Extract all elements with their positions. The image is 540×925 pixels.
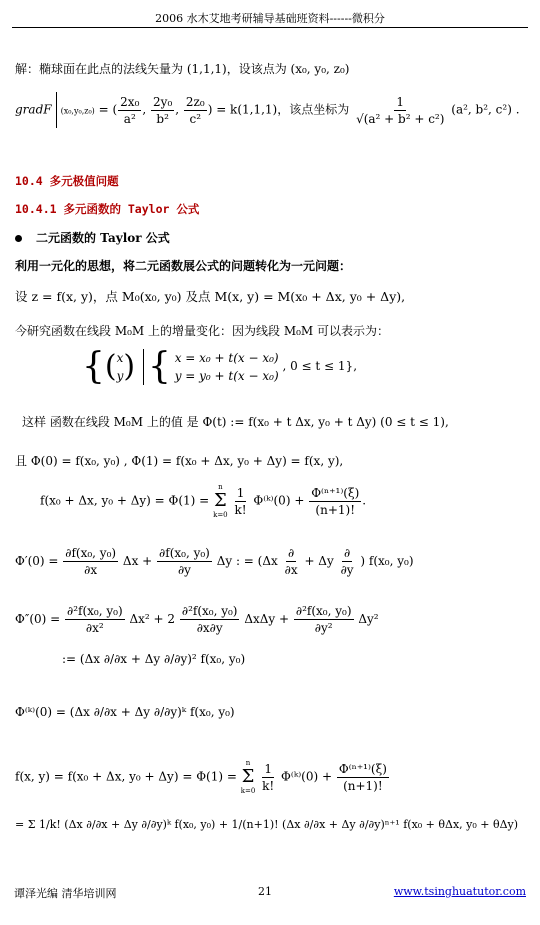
solution-line: 解：椭球面在此点的法线矢量为 (1,1,1)，设该点为 (x₀, y₀, z₀) [15, 62, 350, 76]
segment-line: 今研究函数在线段 M₀M 上的增量变化：因为线段 M₀M 可以表示为： [15, 324, 390, 338]
phi-definition: 这样 函数在线段 M₀M 上的值 是 Φ(t) := f(x₀ + t Δx, y₀ + t Δy) (0 ≤ t ≤ 1), [22, 415, 449, 429]
second-derivative: Φ″(0) = $\frac{\text{∂²f(x₀, y₀)}}{\text{∂x²}}$ Δx² + 2 $\frac{\text{∂²f(x₀, y₀)}}{\partial x\partial y}$ ΔxΔy + $\frac{\text{∂²f(x₀, y₀)}}{\text{∂y²}}$ Δy² [15, 604, 379, 635]
segment-set: {( x y ) { x = x₀ + t(x − x₀) y = y₀ + t(x − x₀) , 0 ≤ t ≤ 1}, [82, 346, 358, 387]
frac-2z0-c2: $\frac{\text{2z₀}}{\text{c²}}$ [185, 94, 205, 126]
bullet-icon [15, 235, 22, 242]
header-rule [12, 27, 528, 28]
param-condition: , 0 ≤ t ≤ 1}, [282, 359, 358, 373]
setup-line: 设 z = f(x, y)，点 M₀(x₀, y₀) 及点 M(x, y) = M(x₀ + Δx, y₀ + Δy), [15, 289, 406, 304]
footer-link[interactable]: www.tsinghuatutor.com [393, 885, 526, 898]
section-heading-10-4: 10.4 多元极值问题 [15, 174, 119, 188]
kth-derivative: Φ⁽ᵏ⁾(0) = (Δx ∂/∂x + Δy ∂/∂y)ᵏ f(x₀, y₀) [15, 705, 235, 719]
gradient-mid-text: = k(1,1,1)，该点坐标为 [216, 102, 350, 117]
page-number: 21 [258, 885, 272, 898]
footer-author: 谭泽光编 清华培训网 [14, 887, 117, 900]
frac-2x0-a2: $\frac{\text{2x₀}}{\text{a²}}$ [120, 94, 140, 126]
frac-2y0-b2: $\frac{\text{2y₀}}{\text{b²}}$ [153, 94, 173, 126]
bullet-text: 二元函数的 Taylor 公式 [36, 231, 170, 245]
bullet-item [15, 229, 170, 246]
param-x: x = x₀ + t(x − x₀) [174, 350, 279, 365]
section-heading-10-4-1: 10.4.1 多元函数的 Taylor 公式 [15, 202, 200, 216]
param-y: y = y₀ + t(x − x₀) [174, 368, 279, 383]
eval-point: (x₀,y₀,z₀) [60, 106, 95, 116]
taylor-final-formula: = Σ 1/k! (Δx ∂/∂x + Δy ∂/∂y)ᵏ f(x₀, y₀) + 1/(n+1)! (Δx ∂/∂x + Δy ∂/∂y)ⁿ⁺¹ f(x₀ + θΔx, y₀ + θΔy) [15, 818, 519, 831]
phi-values: 且 Φ(0) = f(x₀, y₀) , Φ(1) = f(x₀ + Δx, y₀ + Δy) = f(x, y), [15, 454, 344, 468]
second-derivative-operator: := (Δx ∂/∂x + Δy ∂/∂y)² f(x₀, y₀) [62, 652, 246, 666]
normalization-fraction: $\frac{1}{\text{√(a² + b² + c²)}}$ [356, 94, 445, 126]
taylor-phi-expansion: f(x₀ + Δx, y₀ + Δy) = Φ(1) = n Σ k=0 $\frac{1}{k!}$ Φ⁽ᵏ⁾(0) + $\frac{\text{Φ⁽ⁿ⁺¹⁾(ξ)}}{(n+1)!}$ . [40, 483, 367, 519]
gradf-label: gradF [15, 102, 52, 117]
intro-paragraph: 利用一元化的思想，将二元函数展公式的问题转化为一元问题： [15, 259, 352, 273]
page-header: 2006 水木艾地考研辅导基础班资料------微积分 [155, 12, 385, 25]
first-derivative: Φ′(0) = $\frac{\text{∂f(x₀, y₀)}}{\partial x}$ Δx + $\frac{\text{∂f(x₀, y₀)}}{\partial y}$ Δy : = (Δx $\frac{\partial}{\partial x}$ + Δy $\frac{\partial}{\partial y}$ ) f(x₀, y₀) [15, 546, 414, 577]
taylor-f-expansion: f(x, y) = f(x₀ + Δx, y₀ + Δy) = Φ(1) = n Σ k=0 $\frac{1}{k!}$ Φ⁽ᵏ⁾(0) + $\frac{\text{Φ⁽ⁿ⁺¹⁾(ξ)}}{(n+1)!}$ [15, 759, 387, 795]
gradient-equation: gradF (x₀,y₀,z₀) = ( $\frac{\text{2x₀}}{\text{a²}}$ , $\frac{\text{2y₀}}{\text{b²}}$ , $\frac{\text{2z₀}}{\text{c²}}$ ) = k(1,1,1)，该点坐标为 $\frac{1}{\text{√(a² + b² + c²)}}$ (a², b², c²) . [15, 92, 520, 128]
gradient-tail: (a², b², c²) . [451, 102, 520, 117]
eval-bar [56, 92, 57, 128]
